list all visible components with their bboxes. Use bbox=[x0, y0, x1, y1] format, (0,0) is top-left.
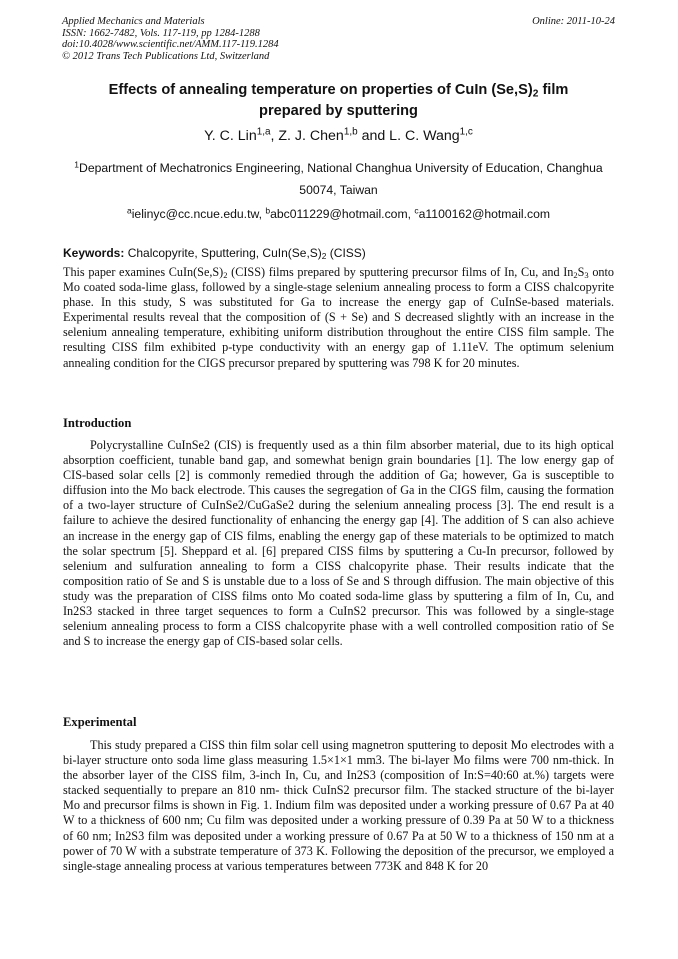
author-list: Y. C. Lin$^{1,a}$, Z. J. Chen$^{1,b}$ and L. C. Wang$^{1,c}$ bbox=[204, 126, 473, 144]
keywords-label: Keywords: bbox=[63, 246, 125, 260]
journal-copyright: © 2012 Trans Tech Publications Ltd, Switzerland bbox=[62, 50, 270, 62]
introduction-paragraph: Polycrystalline CuInSe2 (CIS) is frequently used as a thin film absorber material, due to its high optical absorption coefficient, tunable band gap, and somewhat benign grain boundaries [1]. The low energy gap of CIS-based solar cells [2] is commonly remedied through the addition of Ga; however, Ga is susceptible to diffusion into the Mo back electrode. This causes the segregation of Ga in the CIGS film, causing the formation of a two-layer structure of CuInSe2/CuGaSe2 during the selenium annealing process [3]. The end result is a failure to achieve the desired functionality of enhancing the energy gap [4]. The addition of S can also achieve an increase in the energy gap of CIS films, enabling the energy gap of these materials to be optimized to match the solar spectrum [5]. Sheppard et al. [6] prepared CISS films by sputtering a Cu-In precursor, followed by selenium and sulfuration annealing to form a CISS chalcopyrite phase. Their results indicate that the composition ratio of Se and S is unstable due to a loss of Se and S through diffusion. The main objective of this study was the preparation of CISS films onto Mo coated soda-lime glass by sputtering a film of In, Cu, and In2S3 stacked in three target sequences to form a CuInS2 precursor. This was followed by a single-stage selenium annealing process to form a CISS chalcopyrite phase with a well controlled composition ratio of Se and S to increase the energy gap of CIS-based solar cells. bbox=[63, 438, 614, 649]
introduction-heading: Introduction bbox=[63, 416, 132, 430]
abstract-paragraph: This paper examines $CuIn(Se,S)_2$ (CISS) films prepared by sputtering precursor films of In, Cu, and $In_2S_3$ onto Mo coated soda-lime glass, followed by a single-stage selenium annealing process to form a CISS chalcopyrite phase. In this study, S was substituted for Ga to increase the energy gap of CuInSe-based materials. Experimental results reveal that the composition of (S + Se) and S decreased slightly with an increase in the selenium annealing temperature, exhibiting uniform distribution throughout the entire CISS film sample. The resulting CISS film exhibited p-type conductivity with an energy gap of 1.11eV. The optimum selenium annealing condition for the CIGS precursor prepared by sputtering was 798 K for 20 minutes. bbox=[63, 265, 614, 370]
experimental-paragraph: This study prepared a CISS thin film solar cell using magnetron sputtering to deposit Mo electrodes with a bi-layer structure onto soda lime glass measuring 1.5×1×1 mm3. The bi-layer Mo films were 700 nm-thick. In the absorber layer of the CISS film, 3-inch In, Cu, and In2S3 (composition of In:S=40:60 at.%) targets were stacked sequentially to prepare an 810 nm- thick CuInS2 precursor film. The stacked structure of the bi-layer Mo and precursor films is shown in Fig. 1. Indium film was deposited under a working pressure of 0.67 Pa at 40 W to a thickness of 600 nm; Cu film was deposited under a working pressure of 0.39 Pa at 50 W to a thickness of 60 nm; In2S3 film was deposited under a working pressure of 0.67 Pa at 50 W to a thickness of 150 nm at a power of 70 W with a substrate temperature of 373 K. Following the deposition of the precursor, we employed a single-stage annealing process at various temperatures between 773K and 848 K for 20 bbox=[63, 738, 614, 873]
experimental-heading: Experimental bbox=[63, 715, 137, 729]
affiliation: $^1$Department of Mechatronics Engineering, National Changhua University of Education, Changhua 50074, Taiwan bbox=[74, 159, 603, 197]
author-emails: $^a$ielinyc@cc.ncue.edu.tw, $^b$abc011229@hotmail.com, $^c$a1100162@hotmail.com bbox=[126, 205, 551, 221]
journal-header bbox=[62, 16, 279, 62]
paper-title: Effects of annealing temperature on properties of CuIn $(Se,S)_2$ film prepared by sputtering bbox=[108, 82, 569, 119]
online-date: Online: 2011-10-24 bbox=[532, 16, 615, 27]
journal-name: Applied Mechanics and Materials bbox=[62, 16, 205, 27]
journal-doi: doi:10.4028/www.scientific.net/AMM.117-119.1284 bbox=[62, 39, 279, 51]
keywords: Keywords: Chalcopyrite, Sputtering, $CuIn(Se,S)_2$ (CISS) bbox=[63, 246, 366, 262]
journal-issn: ISSN: 1662-7482, Vols. 117-119, pp 1284-1288 bbox=[62, 27, 260, 39]
